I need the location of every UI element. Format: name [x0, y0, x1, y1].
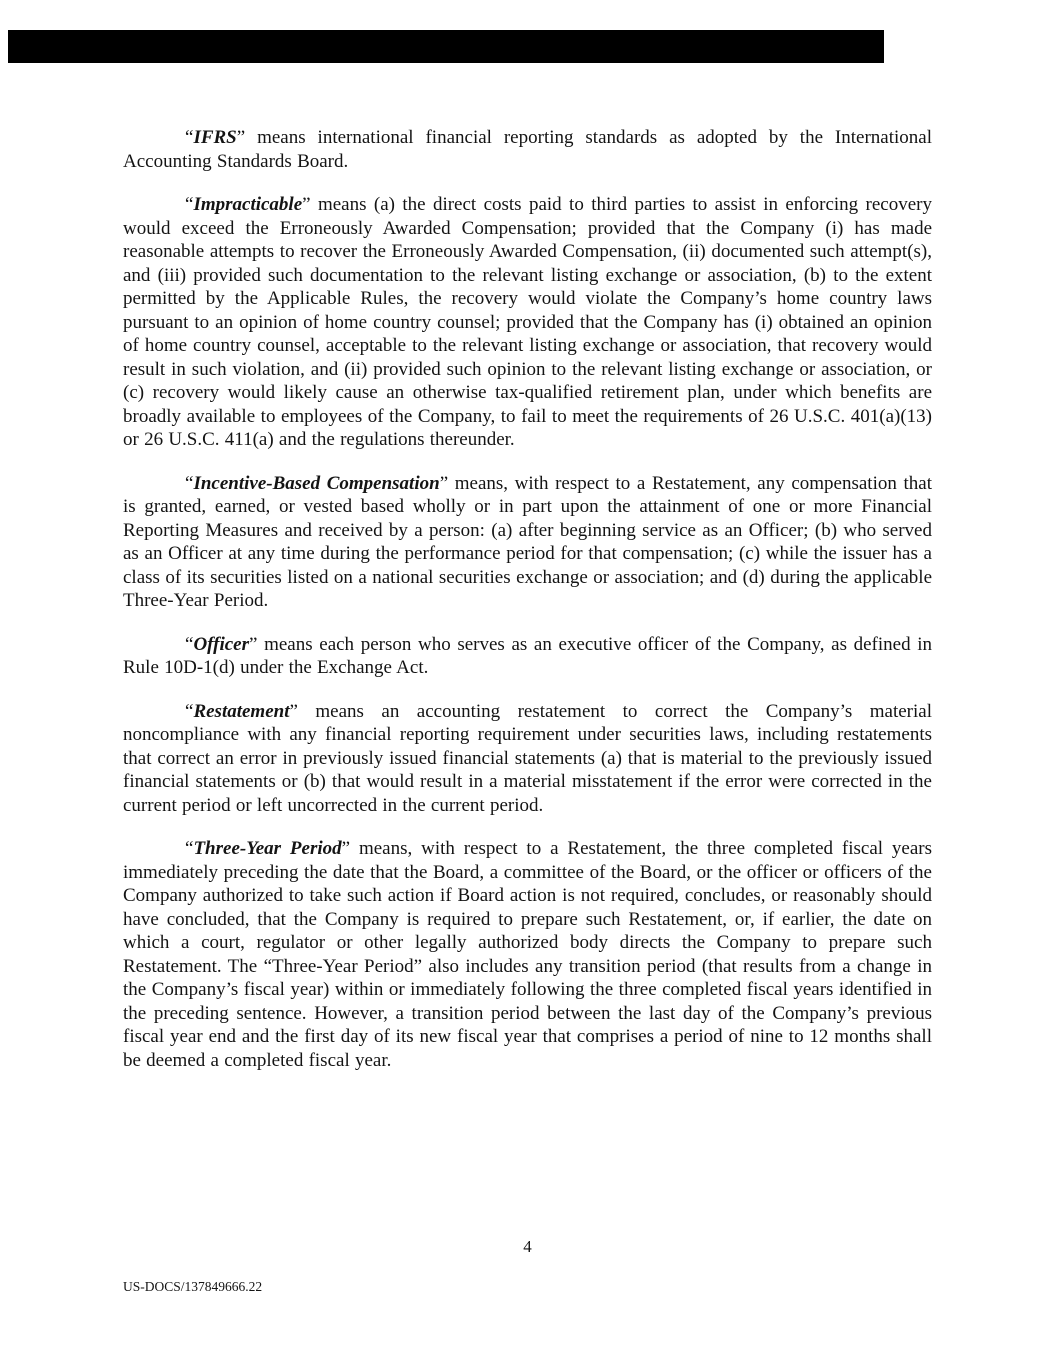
- close-quote: ”: [289, 700, 298, 722]
- defined-term: Restatement: [193, 700, 290, 722]
- defined-term: Three-Year Period: [193, 838, 342, 859]
- defined-term: Incentive-Based Compensation: [193, 472, 440, 494]
- open-quote: “: [185, 127, 194, 148]
- definition-text: means each person who serves as an executive officer of the Company, as defined in Rule 10D-1(d) under the Exchange Act.: [123, 633, 932, 678]
- page-number: 4: [523, 1237, 532, 1256]
- definition-text: means an accounting restatement to correct the Company’s material noncompliance with any financial reporting requirement under securities laws, including restatements that correct an error in previously issued financial statements (a) that is material to the previously issued financial statements or (b) that would result in a material misstatement if the error were corrected in the current period or left uncorrected in the current period.: [123, 700, 932, 816]
- document-body: [123, 126, 932, 1072]
- scan-artifact-bar: [8, 30, 884, 63]
- definition-text: means, with respect to a Restatement, any compensation that is granted, earned, or vested based wholly or in part upon the attainment of one or more Financial Reporting Measures and received by a person: (a) after beginning service as an Officer; (b) who served as an Officer at any time during the performance period for that compensation; (c) while the issuer has a class of its securities listed on a national securities exchange or association; and (d) during the applicable Three-Year Period.: [123, 472, 932, 611]
- open-quote: “: [185, 194, 194, 215]
- definition-paragraph-ifrs: [123, 126, 932, 173]
- close-quote: ”: [341, 838, 351, 859]
- definition-paragraph-officer: [123, 633, 932, 680]
- close-quote: ”: [302, 194, 311, 215]
- definition-paragraph-three-year-period: [123, 837, 932, 1072]
- definition-text: means international financial reporting standards as adopted by the International Accounting Standards Board.: [123, 127, 932, 172]
- document-id-footer: US-DOCS/137849666.22: [123, 1279, 263, 1294]
- defined-term: Officer: [193, 633, 250, 655]
- open-quote: “: [185, 700, 194, 722]
- definition-text: means, with respect to a Restatement, the three completed fiscal years immediately preceding the date that the Board, a committee of the Board, or the officer or officers of the Company authorized to take such action if Board action is not required, concludes, or reasonably should have concluded, that the Company is required to prepare such Restatement, or, if earlier, the date on which a court, regulator or other legally authorized body directs the Company to prepare such Restatement. The “Three-Year Period” also includes any transition period (that results from a change in the Company’s fiscal year) within or immediately following the three completed fiscal years identified in the preceding sentence. However, a transition period between the last day of the Company’s previous fiscal year end and the first day of its new fiscal year that comprises a period of nine to 12 months shall be deemed a completed fiscal year.: [123, 838, 932, 1071]
- open-quote: “: [185, 633, 194, 655]
- close-quote: ”: [439, 472, 449, 494]
- defined-term: IFRS: [193, 127, 237, 148]
- definition-paragraph-incentive-based-compensation: [123, 472, 932, 613]
- open-quote: “: [185, 838, 194, 859]
- definition-paragraph-impracticable: [123, 193, 932, 452]
- close-quote: ”: [236, 127, 246, 148]
- defined-term: Impracticable: [193, 194, 303, 215]
- definition-text: means (a) the direct costs paid to third parties to assist in enforcing recovery would exceed the Erroneously Awarded Compensation; provided that the Company (i) has made reasonable attempts to recover the Erroneously Awarded Compensation, (ii) documented such attempt(s), and (iii) provided such documentation to the relevant listing exchange or association, (b) to the extent permitted by the Applicable Rules, the recovery would violate the Company’s home country laws pursuant to an opinion of home country counsel; provided that the Company has (i) obtained an opinion of home country counsel, acceptable to the relevant listing exchange or association, that recovery would result in such violation, and (ii) provided such opinion to the relevant listing exchange or association, or (c) recovery would likely cause an otherwise tax-qualified retirement plan, under which benefits are broadly available to employees of the Company, to fail to meet the requirements of 26 U.S.C. 401(a)(13) or 26 U.S.C. 411(a) and the regulations thereunder.: [123, 194, 932, 450]
- definition-paragraph-restatement: [123, 700, 932, 818]
- open-quote: “: [185, 472, 194, 494]
- close-quote: ”: [249, 633, 258, 655]
